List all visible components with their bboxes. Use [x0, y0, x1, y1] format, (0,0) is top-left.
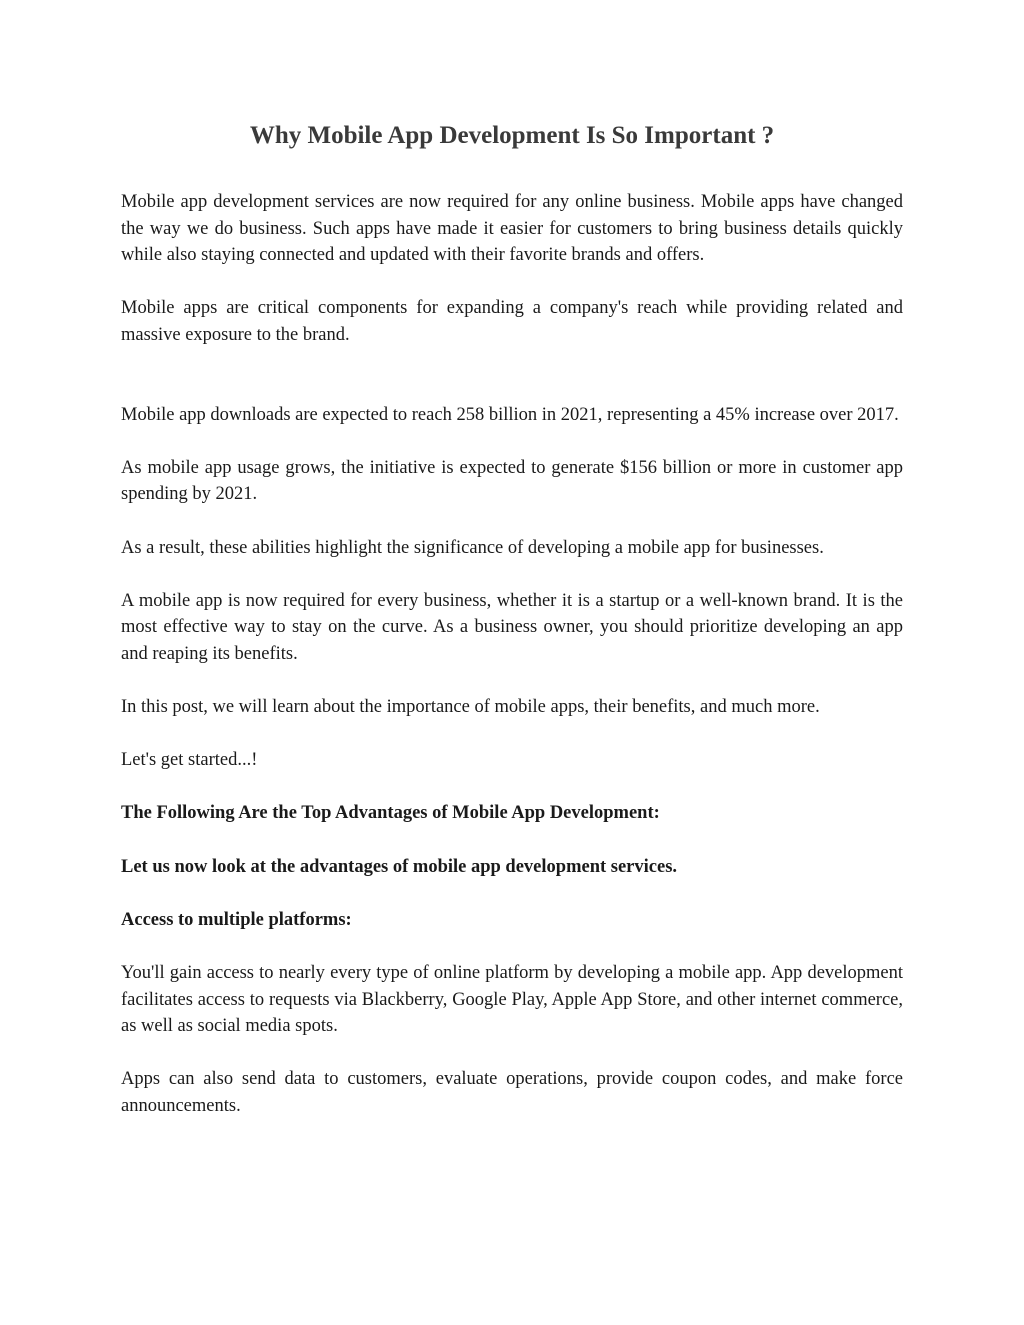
- paragraph-apps-send-data: Apps can also send data to customers, evaluate operations, provide coupon codes, and make force announcements.: [121, 1069, 903, 1116]
- document-body: [121, 189, 903, 1120]
- heading-look-at-advantages: Let us now look at the advantages of mobile app development services.: [121, 856, 678, 877]
- paragraph-significance: As a result, these abilities highlight the significance of developing a mobile app for businesses.: [121, 537, 824, 558]
- heading-top-advantages: The Following Are the Top Advantages of Mobile App Development:: [121, 803, 660, 824]
- paragraph-get-started: Let's get started...!: [121, 750, 258, 771]
- paragraph-reach: Mobile apps are critical components for expanding a company's reach while providing related and massive exposure to the brand.: [121, 298, 903, 345]
- paragraph-platform-access: You'll gain access to nearly every type of online platform by developing a mobile app. App development facilitates access to requests via Blackberry, Google Play, Apple App Store, and other internet commerce, as well as social media spots.: [121, 963, 903, 1037]
- paragraph-post-overview: In this post, we will learn about the importance of mobile apps, their benefits, and much more.: [121, 697, 820, 718]
- paragraph-required: A mobile app is now required for every business, whether it is a startup or a well-known brand. It is the most effective way to stay on the curve. As a business owner, you should prioritize developing an app and reaping its benefits.: [121, 590, 903, 664]
- heading-multiple-platforms: Access to multiple platforms:: [121, 909, 352, 930]
- paragraph-spending: As mobile app usage grows, the initiative is expected to generate $156 billion or more in customer app spending by 2021.: [121, 457, 903, 505]
- paragraph-intro: Mobile app development services are now required for any online business. Mobile apps have changed the way we do business. Such apps have made it easier for customers to bring business details quickly while also staying connected and updated with their favorite brands and offers.: [121, 192, 903, 266]
- document-title: Why Mobile App Development Is So Important ?: [249, 122, 775, 149]
- paragraph-downloads: Mobile app downloads are expected to reach 258 billion in 2021, representing a 45% increase over 2017.: [121, 404, 899, 425]
